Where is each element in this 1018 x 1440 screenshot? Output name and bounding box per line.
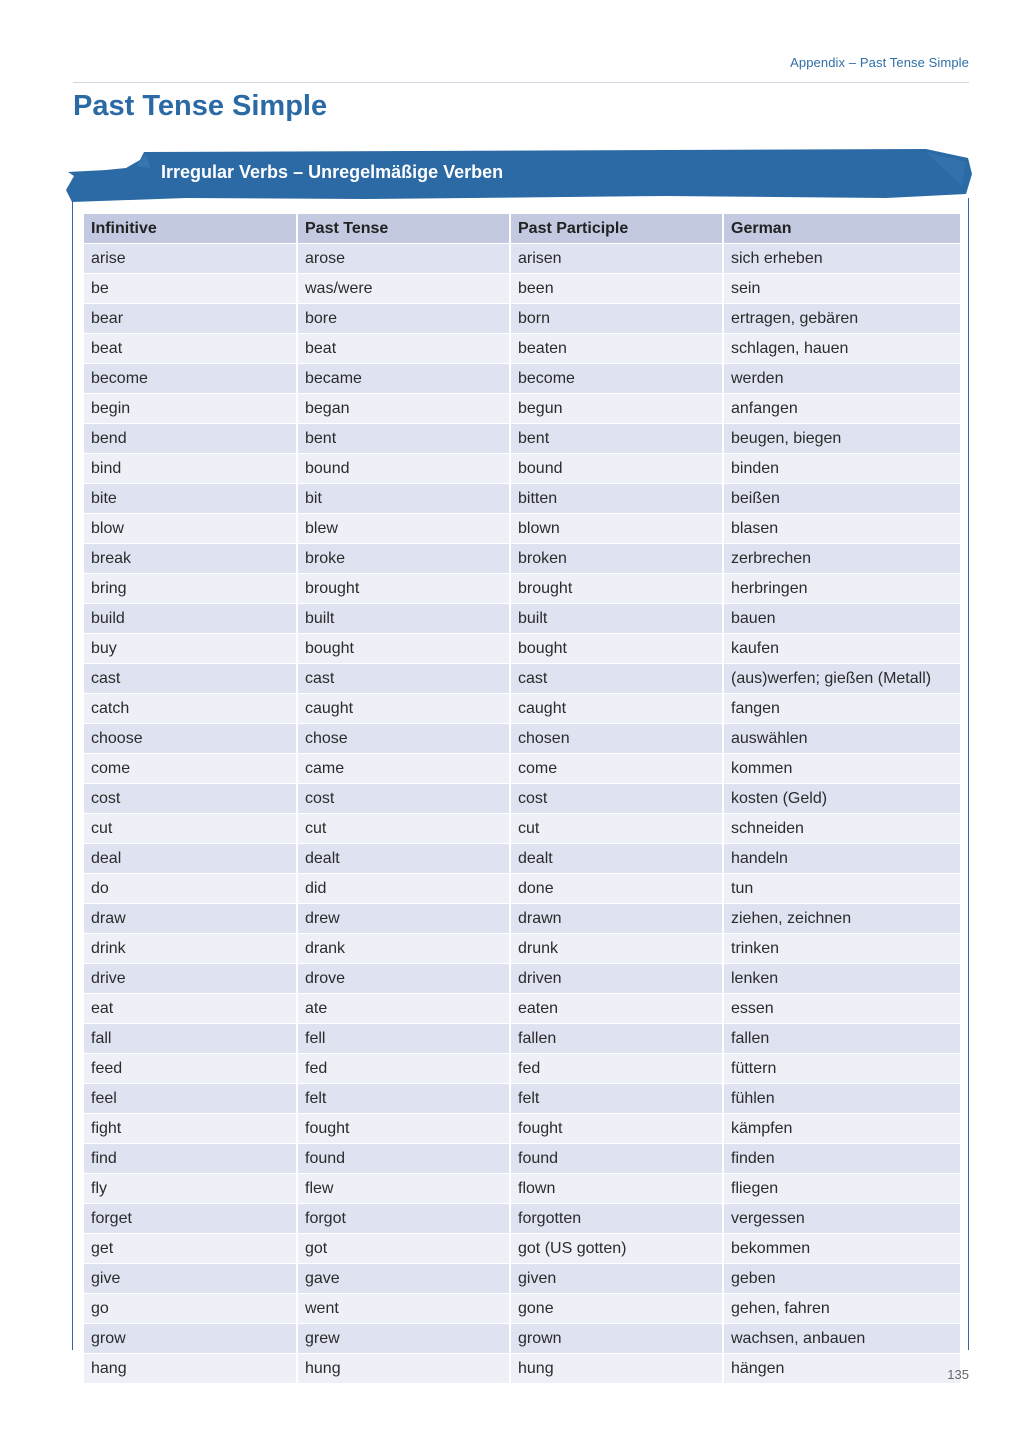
cell-infinitive: get bbox=[84, 1234, 296, 1264]
cell-past-tense: drove bbox=[298, 964, 509, 994]
cell-infinitive: feed bbox=[84, 1054, 296, 1084]
cell-past-participle: cast bbox=[511, 664, 722, 694]
cell-infinitive: feel bbox=[84, 1084, 296, 1114]
cell-infinitive: be bbox=[84, 274, 296, 304]
cell-past-tense: drank bbox=[298, 934, 509, 964]
table-row bbox=[84, 1054, 960, 1084]
table-row bbox=[84, 784, 960, 814]
cell-infinitive: bring bbox=[84, 574, 296, 604]
column-header-past-tense: Past Tense bbox=[298, 214, 509, 244]
table-row bbox=[84, 424, 960, 454]
cell-past-participle: done bbox=[511, 874, 722, 904]
cell-past-participle: driven bbox=[511, 964, 722, 994]
cell-past-tense: fed bbox=[298, 1054, 509, 1084]
irregular-verbs-table bbox=[82, 214, 962, 1384]
cell-past-participle: cost bbox=[511, 784, 722, 814]
cell-german: kaufen bbox=[724, 634, 960, 664]
table-row bbox=[84, 964, 960, 994]
cell-past-participle: drawn bbox=[511, 904, 722, 934]
cell-past-participle: forgotten bbox=[511, 1204, 722, 1234]
cell-german: blasen bbox=[724, 514, 960, 544]
cell-past-participle: flown bbox=[511, 1174, 722, 1204]
cell-past-participle: beaten bbox=[511, 334, 722, 364]
table-row bbox=[84, 1114, 960, 1144]
cell-past-participle: bound bbox=[511, 454, 722, 484]
cell-german: essen bbox=[724, 994, 960, 1024]
table-row bbox=[84, 844, 960, 874]
table-body bbox=[84, 244, 960, 1384]
cell-infinitive: become bbox=[84, 364, 296, 394]
cell-german: beißen bbox=[724, 484, 960, 514]
table-row bbox=[84, 694, 960, 724]
page-title: Past Tense Simple bbox=[73, 90, 328, 122]
cell-infinitive: do bbox=[84, 874, 296, 904]
cell-german: schlagen, hauen bbox=[724, 334, 960, 364]
table-row bbox=[84, 274, 960, 304]
cell-past-participle: drunk bbox=[511, 934, 722, 964]
cell-past-participle: begun bbox=[511, 394, 722, 424]
cell-german: ziehen, zeichnen bbox=[724, 904, 960, 934]
table-row bbox=[84, 394, 960, 424]
cell-infinitive: grow bbox=[84, 1324, 296, 1354]
cell-past-tense: bit bbox=[298, 484, 509, 514]
cell-past-participle: brought bbox=[511, 574, 722, 604]
cell-infinitive: begin bbox=[84, 394, 296, 424]
cell-german: vergessen bbox=[724, 1204, 960, 1234]
table-row bbox=[84, 484, 960, 514]
table-header-row bbox=[84, 214, 960, 244]
cell-past-participle: come bbox=[511, 754, 722, 784]
cell-german: herbringen bbox=[724, 574, 960, 604]
cell-infinitive: cut bbox=[84, 814, 296, 844]
cell-infinitive: break bbox=[84, 544, 296, 574]
cell-german: werden bbox=[724, 364, 960, 394]
cell-infinitive: drink bbox=[84, 934, 296, 964]
table-row bbox=[84, 904, 960, 934]
cell-past-participle: cut bbox=[511, 814, 722, 844]
cell-infinitive: give bbox=[84, 1264, 296, 1294]
cell-past-participle: fed bbox=[511, 1054, 722, 1084]
column-header-past-participle: Past Participle bbox=[511, 214, 722, 244]
cell-past-participle: grown bbox=[511, 1324, 722, 1354]
cell-german: finden bbox=[724, 1144, 960, 1174]
cell-past-tense: brought bbox=[298, 574, 509, 604]
table-row bbox=[84, 934, 960, 964]
cell-past-tense: caught bbox=[298, 694, 509, 724]
cell-past-tense: bore bbox=[298, 304, 509, 334]
cell-infinitive: build bbox=[84, 604, 296, 634]
cell-past-tense: arose bbox=[298, 244, 509, 274]
frame-right-border bbox=[968, 198, 969, 1350]
cell-german: bauen bbox=[724, 604, 960, 634]
cell-infinitive: bind bbox=[84, 454, 296, 484]
table-row bbox=[84, 994, 960, 1024]
cell-infinitive: go bbox=[84, 1294, 296, 1324]
cell-past-tense: fell bbox=[298, 1024, 509, 1054]
table-row bbox=[84, 1294, 960, 1324]
running-head: Appendix – Past Tense Simple bbox=[790, 55, 969, 70]
cell-german: (aus)werfen; gießen (Metall) bbox=[724, 664, 960, 694]
table-row bbox=[84, 1324, 960, 1354]
table-row bbox=[84, 1084, 960, 1114]
cell-past-tense: felt bbox=[298, 1084, 509, 1114]
cell-german: lenken bbox=[724, 964, 960, 994]
cell-past-tense: began bbox=[298, 394, 509, 424]
column-header-german: German bbox=[724, 214, 960, 244]
cell-past-participle: gone bbox=[511, 1294, 722, 1324]
cell-german: trinken bbox=[724, 934, 960, 964]
cell-past-tense: chose bbox=[298, 724, 509, 754]
table-row bbox=[84, 1234, 960, 1264]
table-row bbox=[84, 664, 960, 694]
table-row bbox=[84, 244, 960, 274]
cell-infinitive: find bbox=[84, 1144, 296, 1174]
cell-german: zerbrechen bbox=[724, 544, 960, 574]
cell-infinitive: choose bbox=[84, 724, 296, 754]
cell-past-tense: grew bbox=[298, 1324, 509, 1354]
cell-past-participle: caught bbox=[511, 694, 722, 724]
banner-title: Irregular Verbs – Unregelmäßige Verben bbox=[161, 162, 504, 182]
table-row bbox=[84, 754, 960, 784]
cell-past-tense: beat bbox=[298, 334, 509, 364]
cell-infinitive: eat bbox=[84, 994, 296, 1024]
cell-past-tense: bent bbox=[298, 424, 509, 454]
cell-past-tense: broke bbox=[298, 544, 509, 574]
cell-past-tense: drew bbox=[298, 904, 509, 934]
cell-infinitive: draw bbox=[84, 904, 296, 934]
cell-past-tense: forgot bbox=[298, 1204, 509, 1234]
section-banner bbox=[66, 146, 974, 204]
cell-past-tense: came bbox=[298, 754, 509, 784]
table-row bbox=[84, 1174, 960, 1204]
cell-infinitive: bear bbox=[84, 304, 296, 334]
cell-past-tense: bound bbox=[298, 454, 509, 484]
cell-german: hängen bbox=[724, 1354, 960, 1384]
cell-german: kosten (Geld) bbox=[724, 784, 960, 814]
table-row bbox=[84, 1144, 960, 1174]
cell-past-tense: did bbox=[298, 874, 509, 904]
cell-past-participle: chosen bbox=[511, 724, 722, 754]
cell-german: sich erheben bbox=[724, 244, 960, 274]
cell-infinitive: deal bbox=[84, 844, 296, 874]
table-row bbox=[84, 514, 960, 544]
cell-past-tense: got bbox=[298, 1234, 509, 1264]
cell-past-participle: bitten bbox=[511, 484, 722, 514]
cell-infinitive: fly bbox=[84, 1174, 296, 1204]
cell-infinitive: blow bbox=[84, 514, 296, 544]
cell-infinitive: fall bbox=[84, 1024, 296, 1054]
cell-infinitive: bite bbox=[84, 484, 296, 514]
cell-german: schneiden bbox=[724, 814, 960, 844]
table-row bbox=[84, 724, 960, 754]
cell-infinitive: arise bbox=[84, 244, 296, 274]
cell-past-tense: gave bbox=[298, 1264, 509, 1294]
table-row bbox=[84, 1204, 960, 1234]
cell-past-tense: dealt bbox=[298, 844, 509, 874]
table-row bbox=[84, 544, 960, 574]
cell-past-tense: cost bbox=[298, 784, 509, 814]
cell-past-participle: hung bbox=[511, 1354, 722, 1384]
cell-past-tense: became bbox=[298, 364, 509, 394]
table-row bbox=[84, 574, 960, 604]
cell-past-tense: fought bbox=[298, 1114, 509, 1144]
cell-past-tense: cut bbox=[298, 814, 509, 844]
table-row bbox=[84, 334, 960, 364]
frame-left-border bbox=[72, 198, 73, 1350]
cell-infinitive: beat bbox=[84, 334, 296, 364]
cell-infinitive: fight bbox=[84, 1114, 296, 1144]
cell-german: fühlen bbox=[724, 1084, 960, 1114]
cell-past-participle: arisen bbox=[511, 244, 722, 274]
cell-german: handeln bbox=[724, 844, 960, 874]
cell-german: bekommen bbox=[724, 1234, 960, 1264]
cell-past-participle: born bbox=[511, 304, 722, 334]
cell-past-participle: dealt bbox=[511, 844, 722, 874]
cell-german: füttern bbox=[724, 1054, 960, 1084]
cell-past-tense: built bbox=[298, 604, 509, 634]
cell-past-tense: cast bbox=[298, 664, 509, 694]
cell-german: wachsen, anbauen bbox=[724, 1324, 960, 1354]
table-row bbox=[84, 1354, 960, 1384]
table-row bbox=[84, 814, 960, 844]
page-number: 135 bbox=[947, 1367, 969, 1382]
table-row bbox=[84, 874, 960, 904]
cell-past-tense: ate bbox=[298, 994, 509, 1024]
cell-past-tense: bought bbox=[298, 634, 509, 664]
cell-german: kämpfen bbox=[724, 1114, 960, 1144]
cell-past-participle: bought bbox=[511, 634, 722, 664]
cell-infinitive: come bbox=[84, 754, 296, 784]
table-row bbox=[84, 304, 960, 334]
table-row bbox=[84, 1264, 960, 1294]
cell-past-tense: hung bbox=[298, 1354, 509, 1384]
cell-past-participle: eaten bbox=[511, 994, 722, 1024]
cell-past-tense: went bbox=[298, 1294, 509, 1324]
cell-past-participle: broken bbox=[511, 544, 722, 574]
cell-german: anfangen bbox=[724, 394, 960, 424]
cell-german: gehen, fahren bbox=[724, 1294, 960, 1324]
table-row bbox=[84, 604, 960, 634]
cell-german: fallen bbox=[724, 1024, 960, 1054]
cell-german: auswählen bbox=[724, 724, 960, 754]
cell-infinitive: forget bbox=[84, 1204, 296, 1234]
cell-past-participle: been bbox=[511, 274, 722, 304]
cell-past-participle: fallen bbox=[511, 1024, 722, 1054]
cell-infinitive: hang bbox=[84, 1354, 296, 1384]
cell-infinitive: drive bbox=[84, 964, 296, 994]
cell-german: kommen bbox=[724, 754, 960, 784]
table-row bbox=[84, 454, 960, 484]
cell-infinitive: catch bbox=[84, 694, 296, 724]
cell-german: geben bbox=[724, 1264, 960, 1294]
cell-past-participle: bent bbox=[511, 424, 722, 454]
column-header-infinitive: Infinitive bbox=[84, 214, 296, 244]
table-row bbox=[84, 634, 960, 664]
table-row bbox=[84, 1024, 960, 1054]
cell-past-participle: fought bbox=[511, 1114, 722, 1144]
cell-past-participle: got (US gotten) bbox=[511, 1234, 722, 1264]
cell-past-participle: built bbox=[511, 604, 722, 634]
cell-infinitive: cost bbox=[84, 784, 296, 814]
cell-german: fangen bbox=[724, 694, 960, 724]
cell-german: beugen, biegen bbox=[724, 424, 960, 454]
cell-german: sein bbox=[724, 274, 960, 304]
cell-past-participle: found bbox=[511, 1144, 722, 1174]
cell-german: fliegen bbox=[724, 1174, 960, 1204]
cell-infinitive: cast bbox=[84, 664, 296, 694]
cell-german: tun bbox=[724, 874, 960, 904]
cell-past-participle: become bbox=[511, 364, 722, 394]
header-divider bbox=[73, 82, 969, 83]
cell-german: ertragen, gebären bbox=[724, 304, 960, 334]
cell-past-tense: flew bbox=[298, 1174, 509, 1204]
cell-past-participle: blown bbox=[511, 514, 722, 544]
cell-past-participle: felt bbox=[511, 1084, 722, 1114]
cell-infinitive: bend bbox=[84, 424, 296, 454]
cell-past-tense: blew bbox=[298, 514, 509, 544]
cell-past-tense: was/were bbox=[298, 274, 509, 304]
cell-past-participle: given bbox=[511, 1264, 722, 1294]
cell-german: binden bbox=[724, 454, 960, 484]
table-row bbox=[84, 364, 960, 394]
cell-past-tense: found bbox=[298, 1144, 509, 1174]
cell-infinitive: buy bbox=[84, 634, 296, 664]
